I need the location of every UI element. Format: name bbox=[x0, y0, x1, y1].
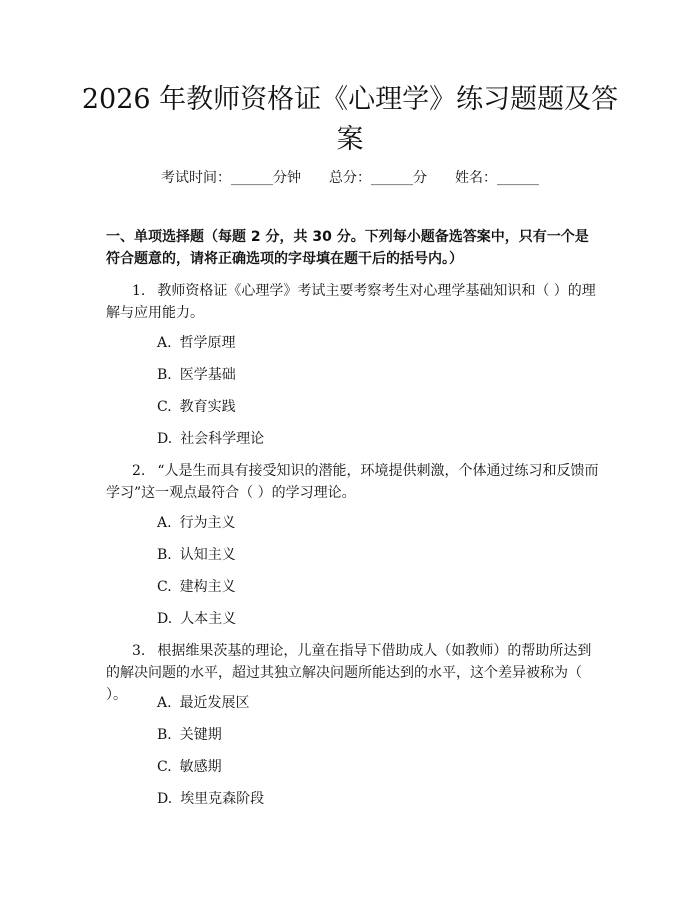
name-field: 姓名：______ bbox=[455, 170, 539, 186]
option-letter: B. bbox=[157, 547, 172, 563]
question-2-option-c bbox=[157, 577, 236, 597]
total-score-field: 总分：______分 bbox=[329, 170, 427, 186]
option-letter: D. bbox=[157, 791, 173, 807]
option-letter: C. bbox=[157, 579, 172, 595]
question-2-option-b bbox=[157, 545, 236, 565]
question-3-option-a bbox=[157, 693, 250, 713]
option-text: 埃里克森阶段 bbox=[180, 791, 265, 807]
section-heading: 一、单项选择题（每题 2 分，共 30 分。下列每小题备选答案中，只有一个是符合题意的，请将正确选项的字母填在题干后的括号内。） bbox=[106, 229, 589, 267]
question-1-option-a bbox=[157, 333, 236, 353]
question-2-option-a bbox=[157, 513, 236, 533]
option-text: 最近发展区 bbox=[179, 695, 250, 711]
option-text: 行为主义 bbox=[179, 515, 236, 531]
question-text: 根据维果茨基的理论，儿童在指导下借助成人（如教师）的帮助所达到的解决问题的水平，超过其独立解决问题所能达到的水平，这个差异被称为（ ）。 bbox=[106, 643, 592, 703]
option-text: 教育实践 bbox=[179, 399, 236, 415]
option-text: 敏感期 bbox=[179, 759, 222, 775]
option-text: 人本主义 bbox=[180, 611, 237, 627]
question-1-option-d bbox=[157, 429, 264, 449]
exam-meta-row bbox=[0, 168, 700, 188]
option-letter: A. bbox=[157, 335, 172, 351]
question-1-stem bbox=[106, 280, 600, 324]
option-text: 社会科学理论 bbox=[180, 431, 265, 447]
option-text: 医学基础 bbox=[179, 367, 236, 383]
question-number: 2. bbox=[132, 463, 146, 479]
option-letter: B. bbox=[157, 367, 172, 383]
question-1-option-c bbox=[157, 397, 236, 417]
option-letter: A. bbox=[157, 695, 172, 711]
question-number: 1. bbox=[132, 283, 146, 299]
question-3-option-d bbox=[157, 789, 264, 809]
option-letter: D. bbox=[157, 431, 173, 447]
option-letter: C. bbox=[157, 759, 172, 775]
question-2-stem bbox=[106, 460, 600, 504]
question-3-option-b bbox=[157, 725, 222, 745]
question-text: 教师资格证《心理学》考试主要考察考生对心理学基础知识和（ ）的理解与应用能力。 bbox=[106, 283, 596, 321]
question-3-option-c bbox=[157, 757, 222, 777]
question-2-option-d bbox=[157, 609, 236, 629]
option-letter: B. bbox=[157, 727, 172, 743]
option-letter: A. bbox=[157, 515, 172, 531]
document-title: 2026 年教师资格证《心理学》练习题题及答案 bbox=[81, 84, 619, 155]
question-text: “人是生而具有接受知识的潜能，环境提供刺激，个体通过练习和反馈而学习”这一观点最符合（ ）的学习理论。 bbox=[106, 463, 599, 501]
option-letter: C. bbox=[157, 399, 172, 415]
exam-time-field: 考试时间：______分钟 bbox=[161, 170, 301, 186]
option-text: 关键期 bbox=[179, 727, 222, 743]
option-letter: D. bbox=[157, 611, 173, 627]
question-1-option-b bbox=[157, 365, 236, 385]
option-text: 建构主义 bbox=[179, 579, 236, 595]
option-text: 认知主义 bbox=[179, 547, 236, 563]
option-text: 哲学原理 bbox=[179, 335, 236, 351]
question-number: 3. bbox=[132, 643, 146, 659]
